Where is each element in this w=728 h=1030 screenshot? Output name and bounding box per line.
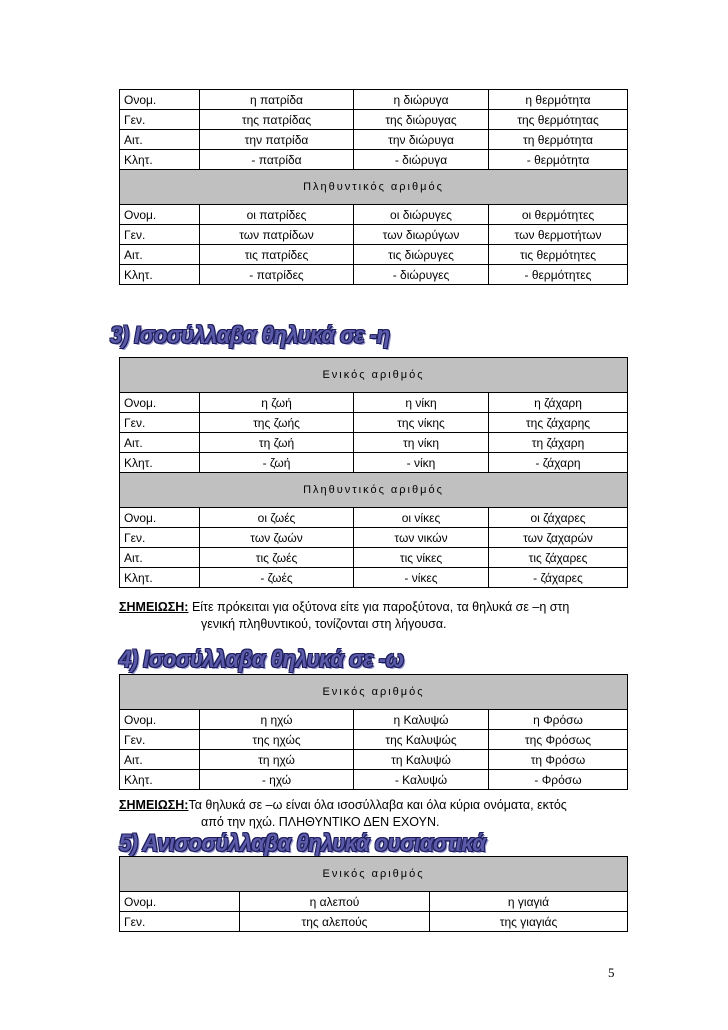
table-cell: - θερμότητα xyxy=(489,150,628,170)
section-heading-5: 5) Ανισοσύλλαβα θηλυκά ουσιαστικά xyxy=(119,829,486,857)
table-cell: της γιαγιάς xyxy=(430,912,628,932)
table-cell: των πατρίδων xyxy=(200,225,354,245)
table-cell: - διώρυγα xyxy=(354,150,489,170)
table-cell: οι πατρίδες xyxy=(200,205,354,225)
singular-header: Ενικός αριθμός xyxy=(120,675,628,710)
table-row xyxy=(120,393,628,413)
note-1 xyxy=(119,599,624,633)
case-label: Ονομ. xyxy=(120,710,200,730)
case-label: Κλητ. xyxy=(120,150,200,170)
table-cell: τη νίκη xyxy=(354,433,489,453)
table-cell: η Φρόσω xyxy=(489,710,628,730)
table-row xyxy=(120,912,628,932)
note-line-1: Είτε πρόκειται για οξύτονα είτε για παροξύτονα, τα θηλυκά σε –η στη xyxy=(188,600,570,614)
declension-table-4 xyxy=(119,856,628,932)
table-cell: τη ηχώ xyxy=(200,750,354,770)
case-label: Κλητ. xyxy=(120,568,200,588)
table-row xyxy=(120,710,628,730)
case-label: Κλητ. xyxy=(120,265,200,285)
table-cell: οι ζωές xyxy=(200,508,354,528)
table-row xyxy=(120,150,628,170)
table-row xyxy=(120,110,628,130)
table-cell: η ζωή xyxy=(200,393,354,413)
table-cell: της πατρίδας xyxy=(200,110,354,130)
table-cell: η ηχώ xyxy=(200,710,354,730)
singular-header: Ενικός αριθμός xyxy=(120,358,628,393)
table-cell: οι ζάχαρες xyxy=(489,508,628,528)
table-row xyxy=(120,265,628,285)
table-cell: τις θερμότητες xyxy=(489,245,628,265)
table-cell: οι νίκες xyxy=(354,508,489,528)
table-cell: των ζαχαρών xyxy=(489,528,628,548)
table-cell: - θερμότητες xyxy=(489,265,628,285)
table-cell: η αλεπού xyxy=(240,892,430,912)
table-cell: η Καλυψώ xyxy=(354,710,489,730)
table-cell: της ζωής xyxy=(200,413,354,433)
plural-header: Πληθυντικός αριθμός xyxy=(120,170,628,205)
table-cell: της Καλυψώς xyxy=(354,730,489,750)
declension-table-2 xyxy=(119,357,628,588)
table-row xyxy=(120,730,628,750)
table-row xyxy=(120,413,628,433)
table-cell: - ζωή xyxy=(200,453,354,473)
case-label: Ονομ. xyxy=(120,393,200,413)
table-cell: - ζωές xyxy=(200,568,354,588)
table-cell: της Φρόσως xyxy=(489,730,628,750)
table-cell: τις νίκες xyxy=(354,548,489,568)
singular-header: Ενικός αριθμός xyxy=(120,857,628,892)
declension-table-3 xyxy=(119,674,628,790)
table-cell: της ηχώς xyxy=(200,730,354,750)
table-cell: την πατρίδα xyxy=(200,130,354,150)
table-cell: τις πατρίδες xyxy=(200,245,354,265)
table-cell: οι θερμότητες xyxy=(489,205,628,225)
case-label: Αιτ. xyxy=(120,548,200,568)
table-cell: η ζάχαρη xyxy=(489,393,628,413)
table-cell: των ζωών xyxy=(200,528,354,548)
section-heading-3: 3) Ισοσύλλαβα θηλυκά σε -η xyxy=(110,321,390,349)
table-cell: η διώρυγα xyxy=(354,90,489,110)
table-cell: τη θερμότητα xyxy=(489,130,628,150)
table-cell: - πατρίδες xyxy=(200,265,354,285)
page-number: 5 xyxy=(608,965,615,980)
table-row xyxy=(120,568,628,588)
table-cell: της αλεπούς xyxy=(240,912,430,932)
table-cell: οι διώρυγες xyxy=(354,205,489,225)
plural-header: Πληθυντικός αριθμός xyxy=(120,473,628,508)
table-cell: - ζάχαρες xyxy=(489,568,628,588)
table-cell: - νίκη xyxy=(354,453,489,473)
singular-header-row xyxy=(120,675,628,710)
table-row xyxy=(120,433,628,453)
case-label: Ονομ. xyxy=(120,90,200,110)
case-label: Γεν. xyxy=(120,730,200,750)
table-cell: η γιαγιά xyxy=(430,892,628,912)
table-cell: της νίκης xyxy=(354,413,489,433)
plural-header-row xyxy=(120,473,628,508)
case-label: Αιτ. xyxy=(120,433,200,453)
case-label: Γεν. xyxy=(120,225,200,245)
table-row xyxy=(120,892,628,912)
case-label: Ονομ. xyxy=(120,205,200,225)
section-heading-4: 4) Ισοσύλλαβα θηλυκά σε -ω xyxy=(119,645,404,673)
case-label: Ονομ. xyxy=(120,892,240,912)
declension-table-1 xyxy=(119,89,628,285)
table-cell: την διώρυγα xyxy=(354,130,489,150)
note-label: ΣΗΜΕΙΩΣΗ: xyxy=(119,600,189,614)
note-2 xyxy=(119,797,624,831)
table-row xyxy=(120,205,628,225)
case-label: Αιτ. xyxy=(120,130,200,150)
table-row xyxy=(120,225,628,245)
table-cell: η θερμότητα xyxy=(489,90,628,110)
case-label: Κλητ. xyxy=(120,770,200,790)
table-cell: η νίκη xyxy=(354,393,489,413)
table-cell: - ηχώ xyxy=(200,770,354,790)
note-line-2: από την ηχώ. ΠΛΗΘΥΝΤΙΚΟ ΔΕΝ ΕΧΟΥΝ. xyxy=(201,815,440,829)
singular-header-row xyxy=(120,358,628,393)
table-row xyxy=(120,548,628,568)
table-row xyxy=(120,770,628,790)
table-cell: τη ζωή xyxy=(200,433,354,453)
case-label: Γεν. xyxy=(120,528,200,548)
table-cell: η πατρίδα xyxy=(200,90,354,110)
table-row xyxy=(120,453,628,473)
table-cell: της θερμότητας xyxy=(489,110,628,130)
plural-header-row xyxy=(120,170,628,205)
table-cell: τις ζωές xyxy=(200,548,354,568)
table-cell: - Φρόσω xyxy=(489,770,628,790)
table-cell: τη ζάχαρη xyxy=(489,433,628,453)
case-label: Γεν. xyxy=(120,110,200,130)
table-cell: της διώρυγας xyxy=(354,110,489,130)
table-cell: της ζάχαρης xyxy=(489,413,628,433)
table-cell: τη Καλυψώ xyxy=(354,750,489,770)
table-row xyxy=(120,245,628,265)
case-label: Κλητ. xyxy=(120,453,200,473)
table-row xyxy=(120,508,628,528)
table-cell: - διώρυγες xyxy=(354,265,489,285)
note-line-1: Τα θηλυκά σε –ω είναι όλα ισοσύλλαβα και όλα κύρια ονόματα, εκτός xyxy=(188,798,567,812)
table-row xyxy=(120,528,628,548)
table-row xyxy=(120,750,628,770)
table-row xyxy=(120,90,628,110)
table-cell: των θερμοτήτων xyxy=(489,225,628,245)
singular-header-row xyxy=(120,857,628,892)
table-cell: - Καλυψώ xyxy=(354,770,489,790)
note-line-2: γενική πληθυντικού, τονίζονται στη λήγουσα. xyxy=(201,617,447,631)
table-cell: - πατρίδα xyxy=(200,150,354,170)
case-label: Γεν. xyxy=(120,912,240,932)
table-cell: - νίκες xyxy=(354,568,489,588)
table-cell: τις διώρυγες xyxy=(354,245,489,265)
table-cell: τη Φρόσω xyxy=(489,750,628,770)
case-label: Αιτ. xyxy=(120,245,200,265)
case-label: Αιτ. xyxy=(120,750,200,770)
table-cell: των νικών xyxy=(354,528,489,548)
table-row xyxy=(120,130,628,150)
table-cell: - ζάχαρη xyxy=(489,453,628,473)
note-label: ΣΗΜΕΙΩΣΗ: xyxy=(119,798,189,812)
table-cell: τις ζάχαρες xyxy=(489,548,628,568)
case-label: Ονομ. xyxy=(120,508,200,528)
table-cell: των διωρύγων xyxy=(354,225,489,245)
case-label: Γεν. xyxy=(120,413,200,433)
